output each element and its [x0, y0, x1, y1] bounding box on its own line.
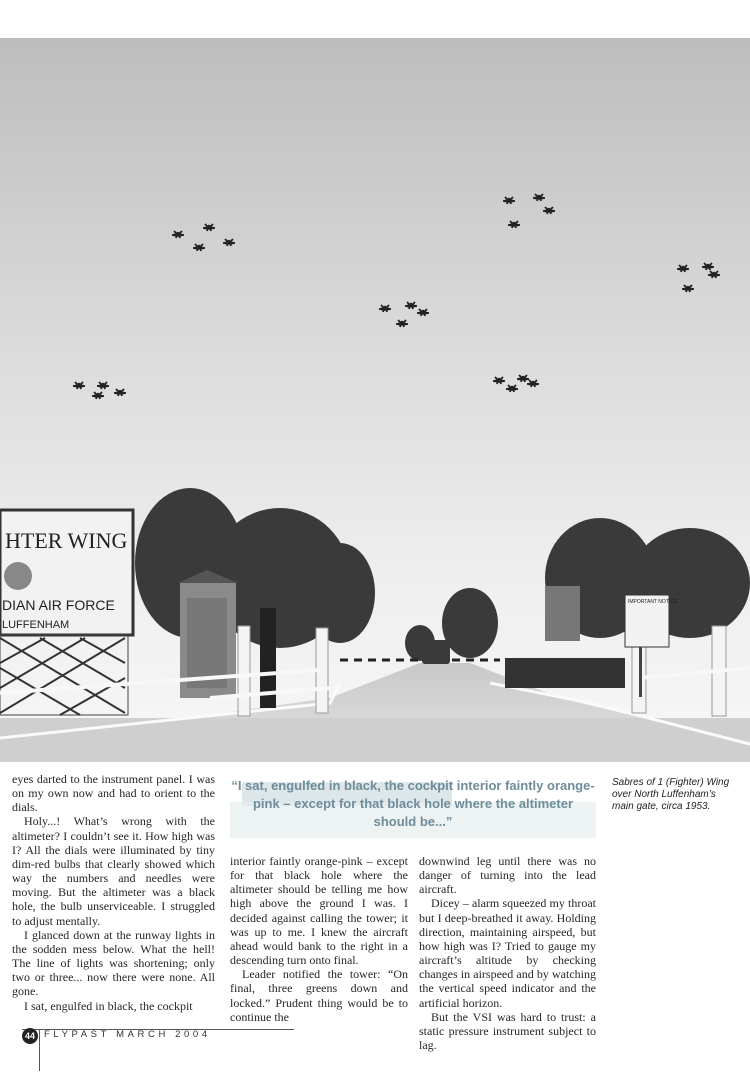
paragraph: I glanced down at the runway lights in the sodden mess below. What the hell! The line of lights was shortening; only two or three... now there were none. All gone.: [12, 927, 215, 999]
car: [422, 640, 450, 664]
hedge: [505, 658, 625, 688]
paragraph: Leader notified the tower: “On final, three greens down and locked.” Prudent thing would be to continue the: [230, 967, 408, 1024]
notice-sign-title: IMPORTANT NOTICE: [628, 599, 678, 605]
sign-line-3: LUFFENHAM: [2, 619, 70, 631]
pull-quote: [230, 772, 596, 838]
body-column-1: [12, 772, 215, 1013]
footer-folio: FLYPAST MARCH 2004: [44, 1029, 211, 1040]
paragraph: interior faintly orange-pink – except for that black hole where the altimeter should be telling me how high above the ground I was. I decided against calling the tower; it was up to me. I knew the aircraft ahead would bank to the right in a descending turn onto final.: [230, 854, 408, 968]
footer-rule-vertical: [39, 1029, 40, 1071]
paragraph: eyes darted to the instrument panel. I was on my own now and had to orient to the dials.: [12, 772, 215, 815]
paragraph: Holy...! What’s wrong with the altimeter? I couldn’t see it. How high was I? All the dials were illuminated by tiny dim-red bulbs that clearly showed which way the numbers and needles were moving. But the altimeter was a black hole, the bulb unserviceable. I struggled to adjust mentally.: [12, 814, 215, 928]
paragraph: But the VSI was hard to trust: a static pressure instrument subject to lag.: [419, 1009, 596, 1053]
paragraph: I sat, engulfed in black, the cockpit: [24, 998, 193, 1013]
sign-line-1: HTER WING: [5, 528, 128, 553]
sign-line-2: DIAN AIR FORCE: [2, 597, 115, 613]
body-column-2: [230, 854, 408, 1024]
paragraph: downwind leg until there was no danger of turning into the lead aircraft.: [419, 854, 596, 897]
body-column-3: [419, 854, 596, 1052]
pull-quote-text: “I sat, engulfed in black, the cockpit interior faintly orange-pink – except for that black hole where the altimeter should be...”: [231, 778, 595, 829]
page-number: 44: [22, 1028, 38, 1044]
paragraph: Dicey – alarm squeezed my throat but I deep-breathed it away. Holding direction, maintaining airspeed, but how high was I? Tried to gauge my aircraft’s altitude by checking changes in airspeed and by watching the vertical speed indicator and the artificial horizon.: [419, 896, 596, 1010]
hero-photo: [0, 38, 750, 762]
photo-caption: Sabres of 1 (Fighter) Wing over North Luffenham’s main gate, circa 1953.: [612, 777, 730, 813]
